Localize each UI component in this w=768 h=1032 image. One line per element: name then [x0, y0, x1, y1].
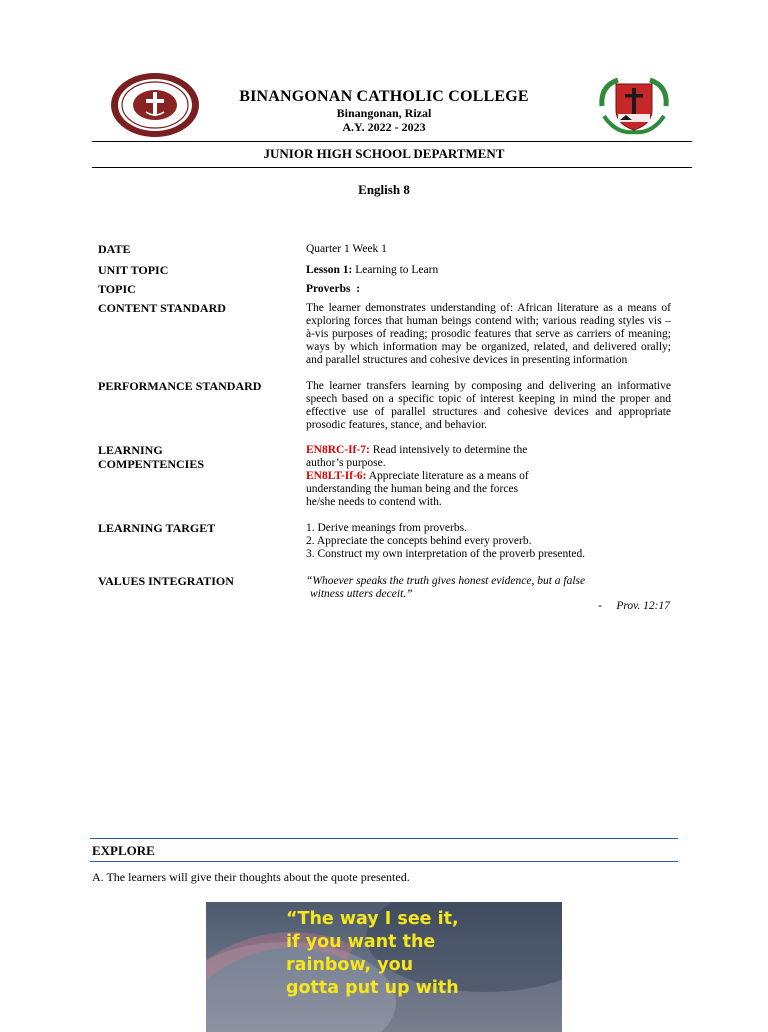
- performance-standard-value: The learner transfers learning by composing and delivering an informative speech based on a specific topic of interest keeping in mind the proper and effective use of parallel structures and cohesive devices and appropriate prosodic features, stance, and behavior.: [306, 380, 671, 431]
- competency-1: [306, 444, 671, 457]
- unit-topic-label: UNIT TOPIC: [98, 263, 169, 277]
- quote-line-2: witness utters deceit.”: [310, 588, 413, 600]
- values-integration-quote: [306, 575, 671, 601]
- learning-target-list: [306, 522, 671, 561]
- competency-2-continued: understanding the human being and the forces: [306, 483, 519, 495]
- learning-target-label: LEARNING TARGET: [98, 521, 216, 535]
- performance-standard-label: PERFORMANCE STANDARD: [98, 379, 262, 393]
- learning-competencies-label: [98, 443, 204, 471]
- quote-line-1: “Whoever speaks the truth gives honest evidence, but a false: [306, 575, 586, 587]
- learning-target-item: 1. Derive meanings from proverbs.: [306, 522, 467, 534]
- competency-2-continued-2: he/she needs to contend with.: [306, 496, 442, 508]
- school-name: BINANGONAN CATHOLIC COLLEGE: [239, 88, 529, 105]
- school-location: Binangonan, Rizal: [336, 106, 432, 120]
- competency-2: [306, 470, 671, 483]
- competency-1-text: Read intensively to determine the: [369, 444, 528, 456]
- date-value: Quarter 1 Week 1: [306, 243, 387, 255]
- topic-label: TOPIC: [98, 282, 136, 296]
- competency-1-code: EN8RC-If-7:: [306, 444, 370, 456]
- rainbow-quote-image: [206, 902, 562, 1032]
- explore-divider-bottom: [90, 861, 678, 862]
- learning-target-item: 2. Appreciate the concepts behind every proverb.: [306, 535, 532, 547]
- explore-divider-top: [90, 838, 678, 839]
- explore-instruction: A. The learners will give their thoughts about the quote presented.: [92, 870, 410, 884]
- unit-topic-text: Learning to Learn: [352, 264, 439, 276]
- learning-competencies-label-line2: COMPENTENCIES: [98, 457, 205, 471]
- explore-heading: EXPLORE: [92, 843, 155, 858]
- header-divider-top: [92, 141, 692, 142]
- content-standard-value: The learner demonstrates understanding of: African literature as a means of exploring forces that human beings contend with; various reading styles vis – à-vis purposes of reading; prosodic features that serve as carriers of meaning; ways by which information may be organized, related, and delivered orally; and parallel structures and cohesive devices in presenting information: [306, 302, 671, 366]
- competency-2-code: EN8LT-If-6:: [306, 470, 367, 482]
- date-label: DATE: [98, 242, 131, 256]
- learning-competencies-label-line1: LEARNING: [98, 443, 163, 457]
- learning-target-item: 3. Construct my own interpretation of the proverb presented.: [306, 548, 586, 560]
- learning-competencies-value: [306, 444, 671, 509]
- school-year: A.Y. 2022 - 2023: [342, 120, 426, 134]
- quote-citation: - Prov. 12:17: [598, 600, 670, 612]
- content-standard-label: CONTENT STANDARD: [98, 301, 226, 315]
- topic-value: Proverbs :: [306, 283, 361, 295]
- unit-topic-lesson-number: Lesson 1:: [306, 264, 353, 276]
- subject-title: English 8: [358, 182, 410, 197]
- unit-topic-value: [306, 264, 671, 277]
- competency-2-text: Appreciate literature as a means of: [366, 470, 529, 482]
- competency-1-continued: author’s purpose.: [306, 457, 386, 469]
- values-integration-label: VALUES INTEGRATION: [98, 574, 234, 588]
- department-title: JUNIOR HIGH SCHOOL DEPARTMENT: [263, 146, 505, 161]
- image-quote-text: “The way I see it, if you want the rainbow, you gotta put up with: [286, 909, 459, 998]
- header-divider-bottom: [92, 167, 692, 168]
